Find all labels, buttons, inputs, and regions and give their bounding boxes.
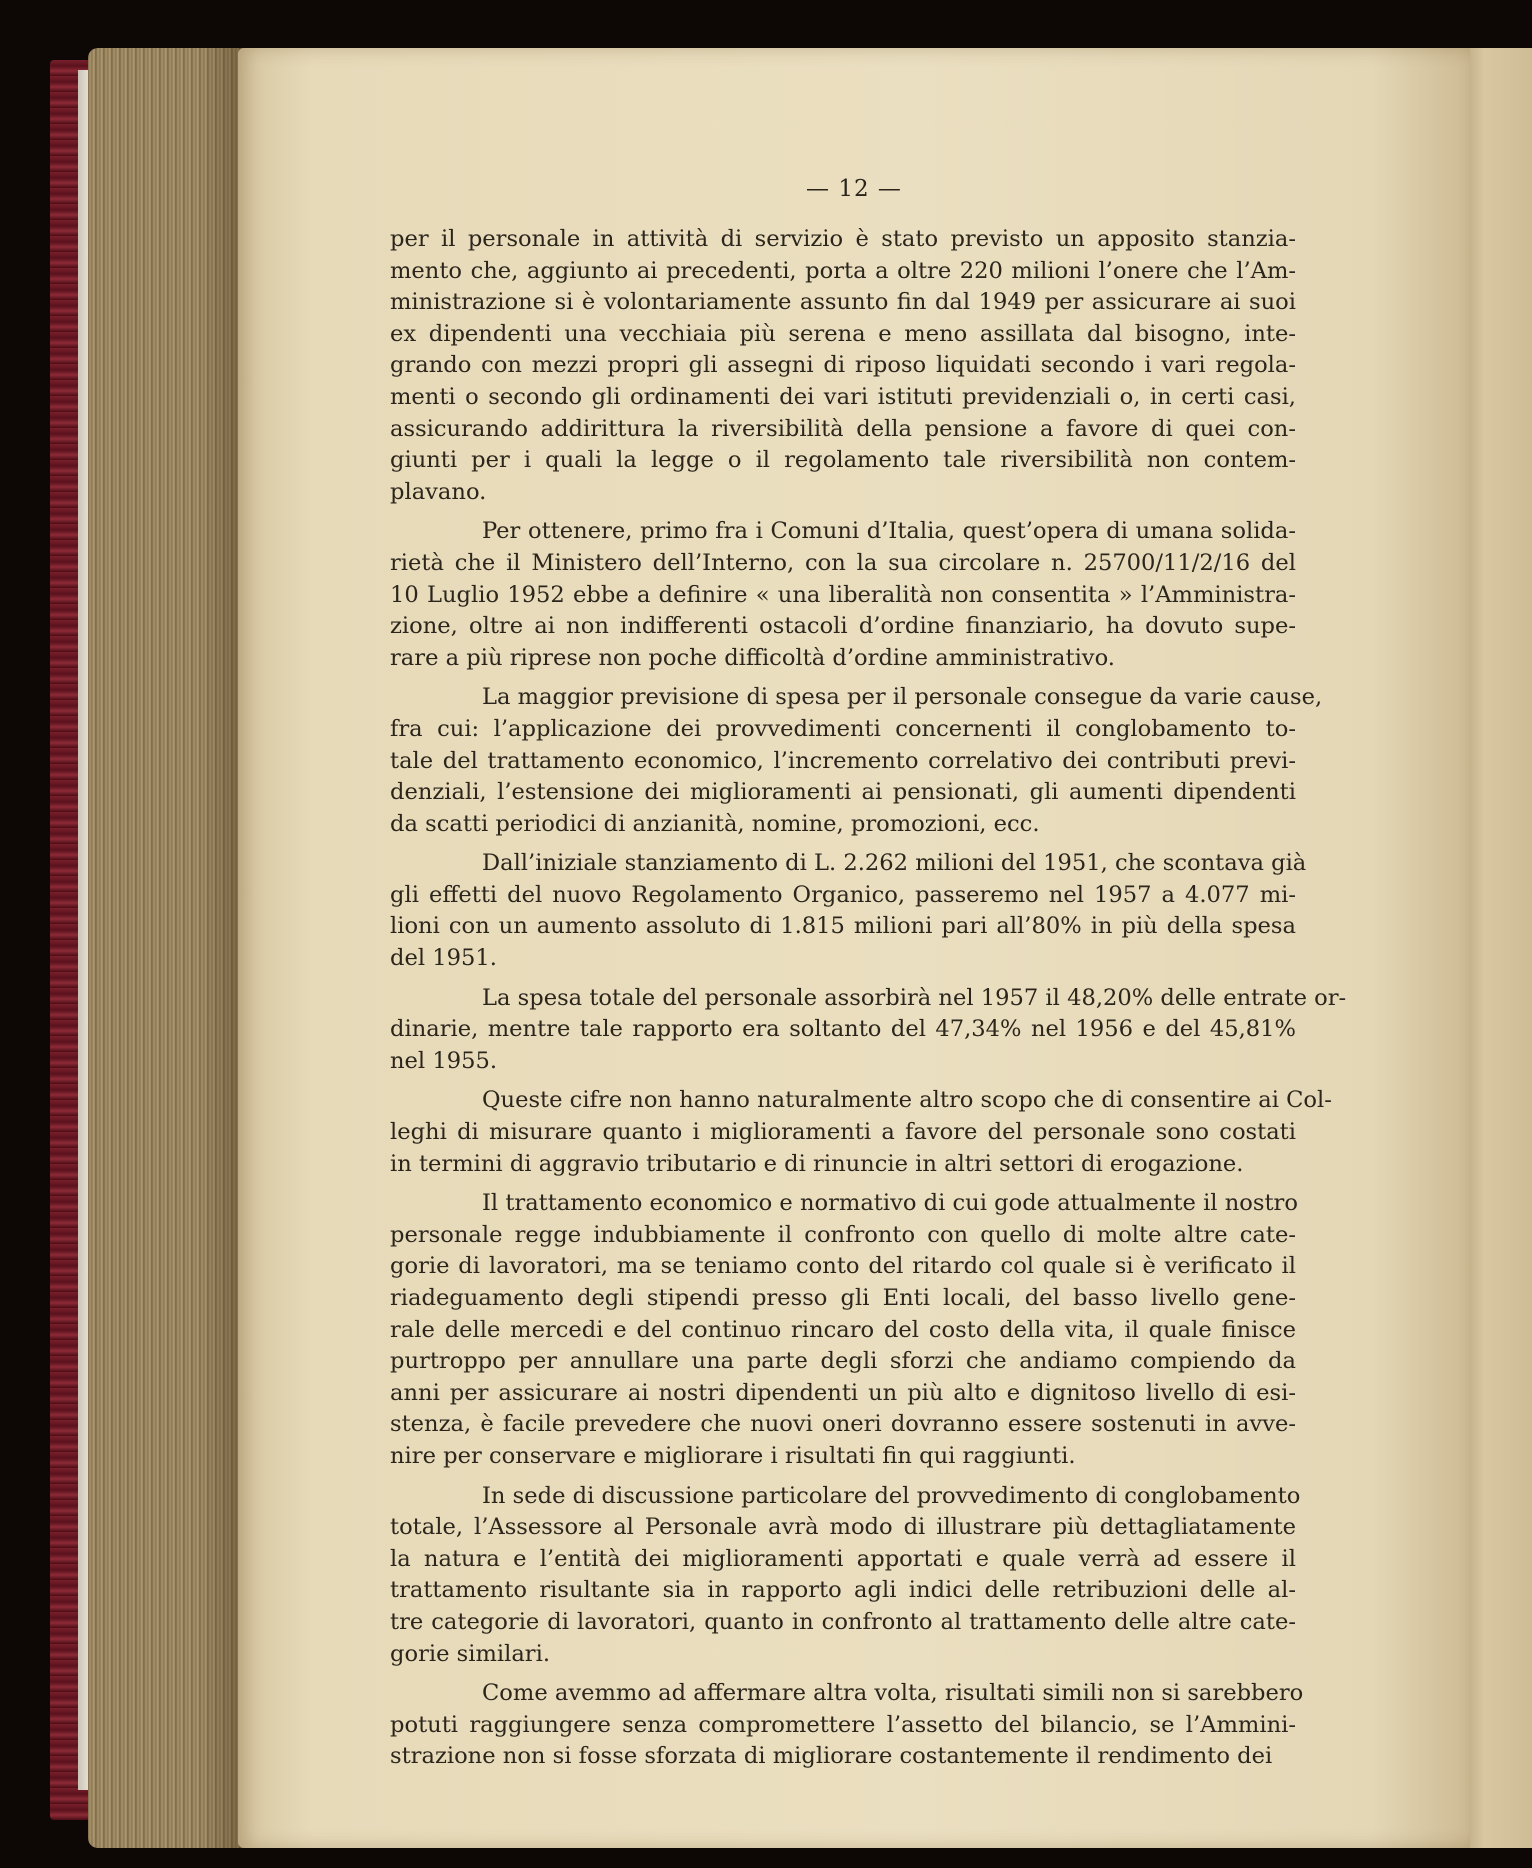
paragraph: [390, 1481, 1301, 1671]
text-line: gorie di lavoratori, ma se teniamo conto del ritardo col quale si è verificato il: [390, 1253, 1296, 1280]
paragraph: [390, 1678, 1304, 1773]
paragraph: [390, 983, 1347, 1078]
text-line: grando con mezzi propri gli assegni di riposo liquidati secondo i vari regola-: [390, 352, 1296, 379]
text-line: Dall’iniziale stanziamento di L. 2.262 milioni del 1951, che scontava già: [482, 850, 1307, 877]
text-line: fra cui: l’applicazione dei provvedimenti concernenti il conglobamento to-: [390, 715, 1296, 742]
page-number: — 12 —: [806, 176, 902, 202]
text-line: plavano.: [390, 478, 487, 505]
text-line: tre categorie di lavoratori, quanto in confronto al trattamento delle altre cate-: [390, 1608, 1296, 1635]
text-line: lioni con un aumento assoluto di 1.815 milioni pari all’80% in più della spesa: [390, 913, 1296, 940]
text-line: mento che, aggiunto ai precedenti, porta a oltre 220 milioni l’onere che l’Am-: [390, 257, 1296, 284]
paragraph: [390, 848, 1307, 974]
text-line: denziali, l’estensione dei miglioramenti ai pensionati, gli aumenti dipendenti: [390, 779, 1296, 806]
text-line: rare a più riprese non poche difficoltà d’ordine amministrativo.: [390, 644, 1115, 671]
text-line: La maggior previsione di spesa per il personale consegue da varie cause,: [482, 684, 1323, 711]
text-line: Come avemmo ad affermare altra volta, risultati simili non si sarebbero: [482, 1680, 1304, 1707]
paragraph: [390, 516, 1296, 674]
text-line: In sede di discussione particolare del provvedimento di conglobamento: [482, 1482, 1301, 1509]
text-line: leghi di misurare quanto i miglioramenti a favore del personale sono costati: [390, 1119, 1296, 1146]
text-line: in termini di aggravio tributario e di rinuncie in altri settori di erogazione.: [390, 1150, 1244, 1177]
text-line: assicurando addirittura la riversibilità della pensione a favore di quei con-: [390, 415, 1296, 442]
text-line: per il personale in attività di servizio è stato previsto un apposito stanzia-: [390, 226, 1296, 252]
text-line: gli effetti del nuovo Regolamento Organico, passeremo nel 1957 a 4.077 mi-: [390, 881, 1296, 908]
text-line: menti o secondo gli ordinamenti dei vari istituti previdenziali o, in certi casi,: [390, 383, 1296, 410]
text-line: da scatti periodici di anzianità, nomine, promozioni, ecc.: [390, 810, 1040, 837]
text-line: gorie similari.: [390, 1640, 551, 1667]
paragraph: [390, 1188, 1296, 1472]
text-line: 10 Luglio 1952 ebbe a definire « una liberalità non consentita » l’Amministra-: [390, 581, 1296, 608]
text-line: ministrazione si è volontariamente assunto fin dal 1949 per assicurare ai suoi: [390, 289, 1296, 316]
text-line: ex dipendenti una vecchiaia più serena e meno assillata dal bisogno, inte-: [390, 320, 1296, 347]
text-line: nel 1955.: [390, 1047, 498, 1074]
paragraph: [390, 1085, 1332, 1180]
text-line: purtroppo per annullare una parte degli sforzi che andiamo compiendo da: [390, 1348, 1296, 1375]
text-line: rale delle mercedi e del continuo rincaro del costo della vita, il quale finisce: [390, 1316, 1296, 1343]
text-line: la natura e l’entità dei miglioramenti apportati e quale verrà ad essere il: [390, 1545, 1296, 1572]
text-line: totale, l’Assessore al Personale avrà modo di illustrare più dettagliatamente: [390, 1514, 1296, 1541]
text-line: giunti per i quali la legge o il regolamento tale riversibilità non contem-: [390, 447, 1296, 474]
body-text: [390, 224, 1347, 1773]
text-line: anni per assicurare ai nostri dipendenti un più alto e dignitoso livello di esi-: [390, 1379, 1296, 1406]
text-line: rietà che il Ministero dell’Interno, con la sua circolare n. 25700/11/2/16 del: [390, 549, 1296, 576]
text-line: nire per conservare e migliorare i risultati fin qui raggiunti.: [390, 1442, 1076, 1469]
text-line: La spesa totale del personale assorbirà nel 1957 il 48,20% delle entrate or-: [482, 984, 1347, 1011]
text-line: Queste cifre non hanno naturalmente altro scopo che di consentire ai Col-: [482, 1087, 1332, 1114]
text-line: riadeguamento degli stipendi presso gli Enti locali, del basso livello gene-: [390, 1285, 1296, 1311]
text-line: strazione non si fosse sforzata di migliorare costantemente il rendimento dei: [390, 1743, 1273, 1770]
text-line: personale regge indubbiamente il confronto con quello di molte altre cate-: [390, 1221, 1296, 1248]
paragraph: [390, 682, 1323, 840]
text-line: stenza, è facile prevedere che nuovi oneri dovranno essere sostenuti in avve-: [390, 1411, 1296, 1438]
text-line: del 1951.: [390, 945, 497, 972]
text-line: tale del trattamento economico, l’incremento correlativo dei contributi previ-: [390, 747, 1296, 774]
text-line: dinarie, mentre tale rapporto era soltanto del 47,34% nel 1956 e del 45,81%: [390, 1016, 1296, 1043]
paragraph: [390, 224, 1296, 508]
text-line: trattamento risultante sia in rapporto agli indici delle retribuzioni delle al-: [390, 1577, 1296, 1604]
text-line: potuti raggiungere senza compromettere l’assetto del bilancio, se l’Ammini-: [390, 1711, 1296, 1738]
text-line: zione, oltre ai non indifferenti ostacoli d’ordine finanziario, ha dovuto supe-: [390, 613, 1296, 640]
text-line: Il trattamento economico e normativo di cui gode attualmente il nostro: [482, 1190, 1298, 1217]
facing-page-edge: [1460, 48, 1532, 1848]
text-line: Per ottenere, primo fra i Comuni d’Italia, quest’opera di umana solida-: [482, 518, 1296, 545]
book-page: [238, 48, 1470, 1848]
